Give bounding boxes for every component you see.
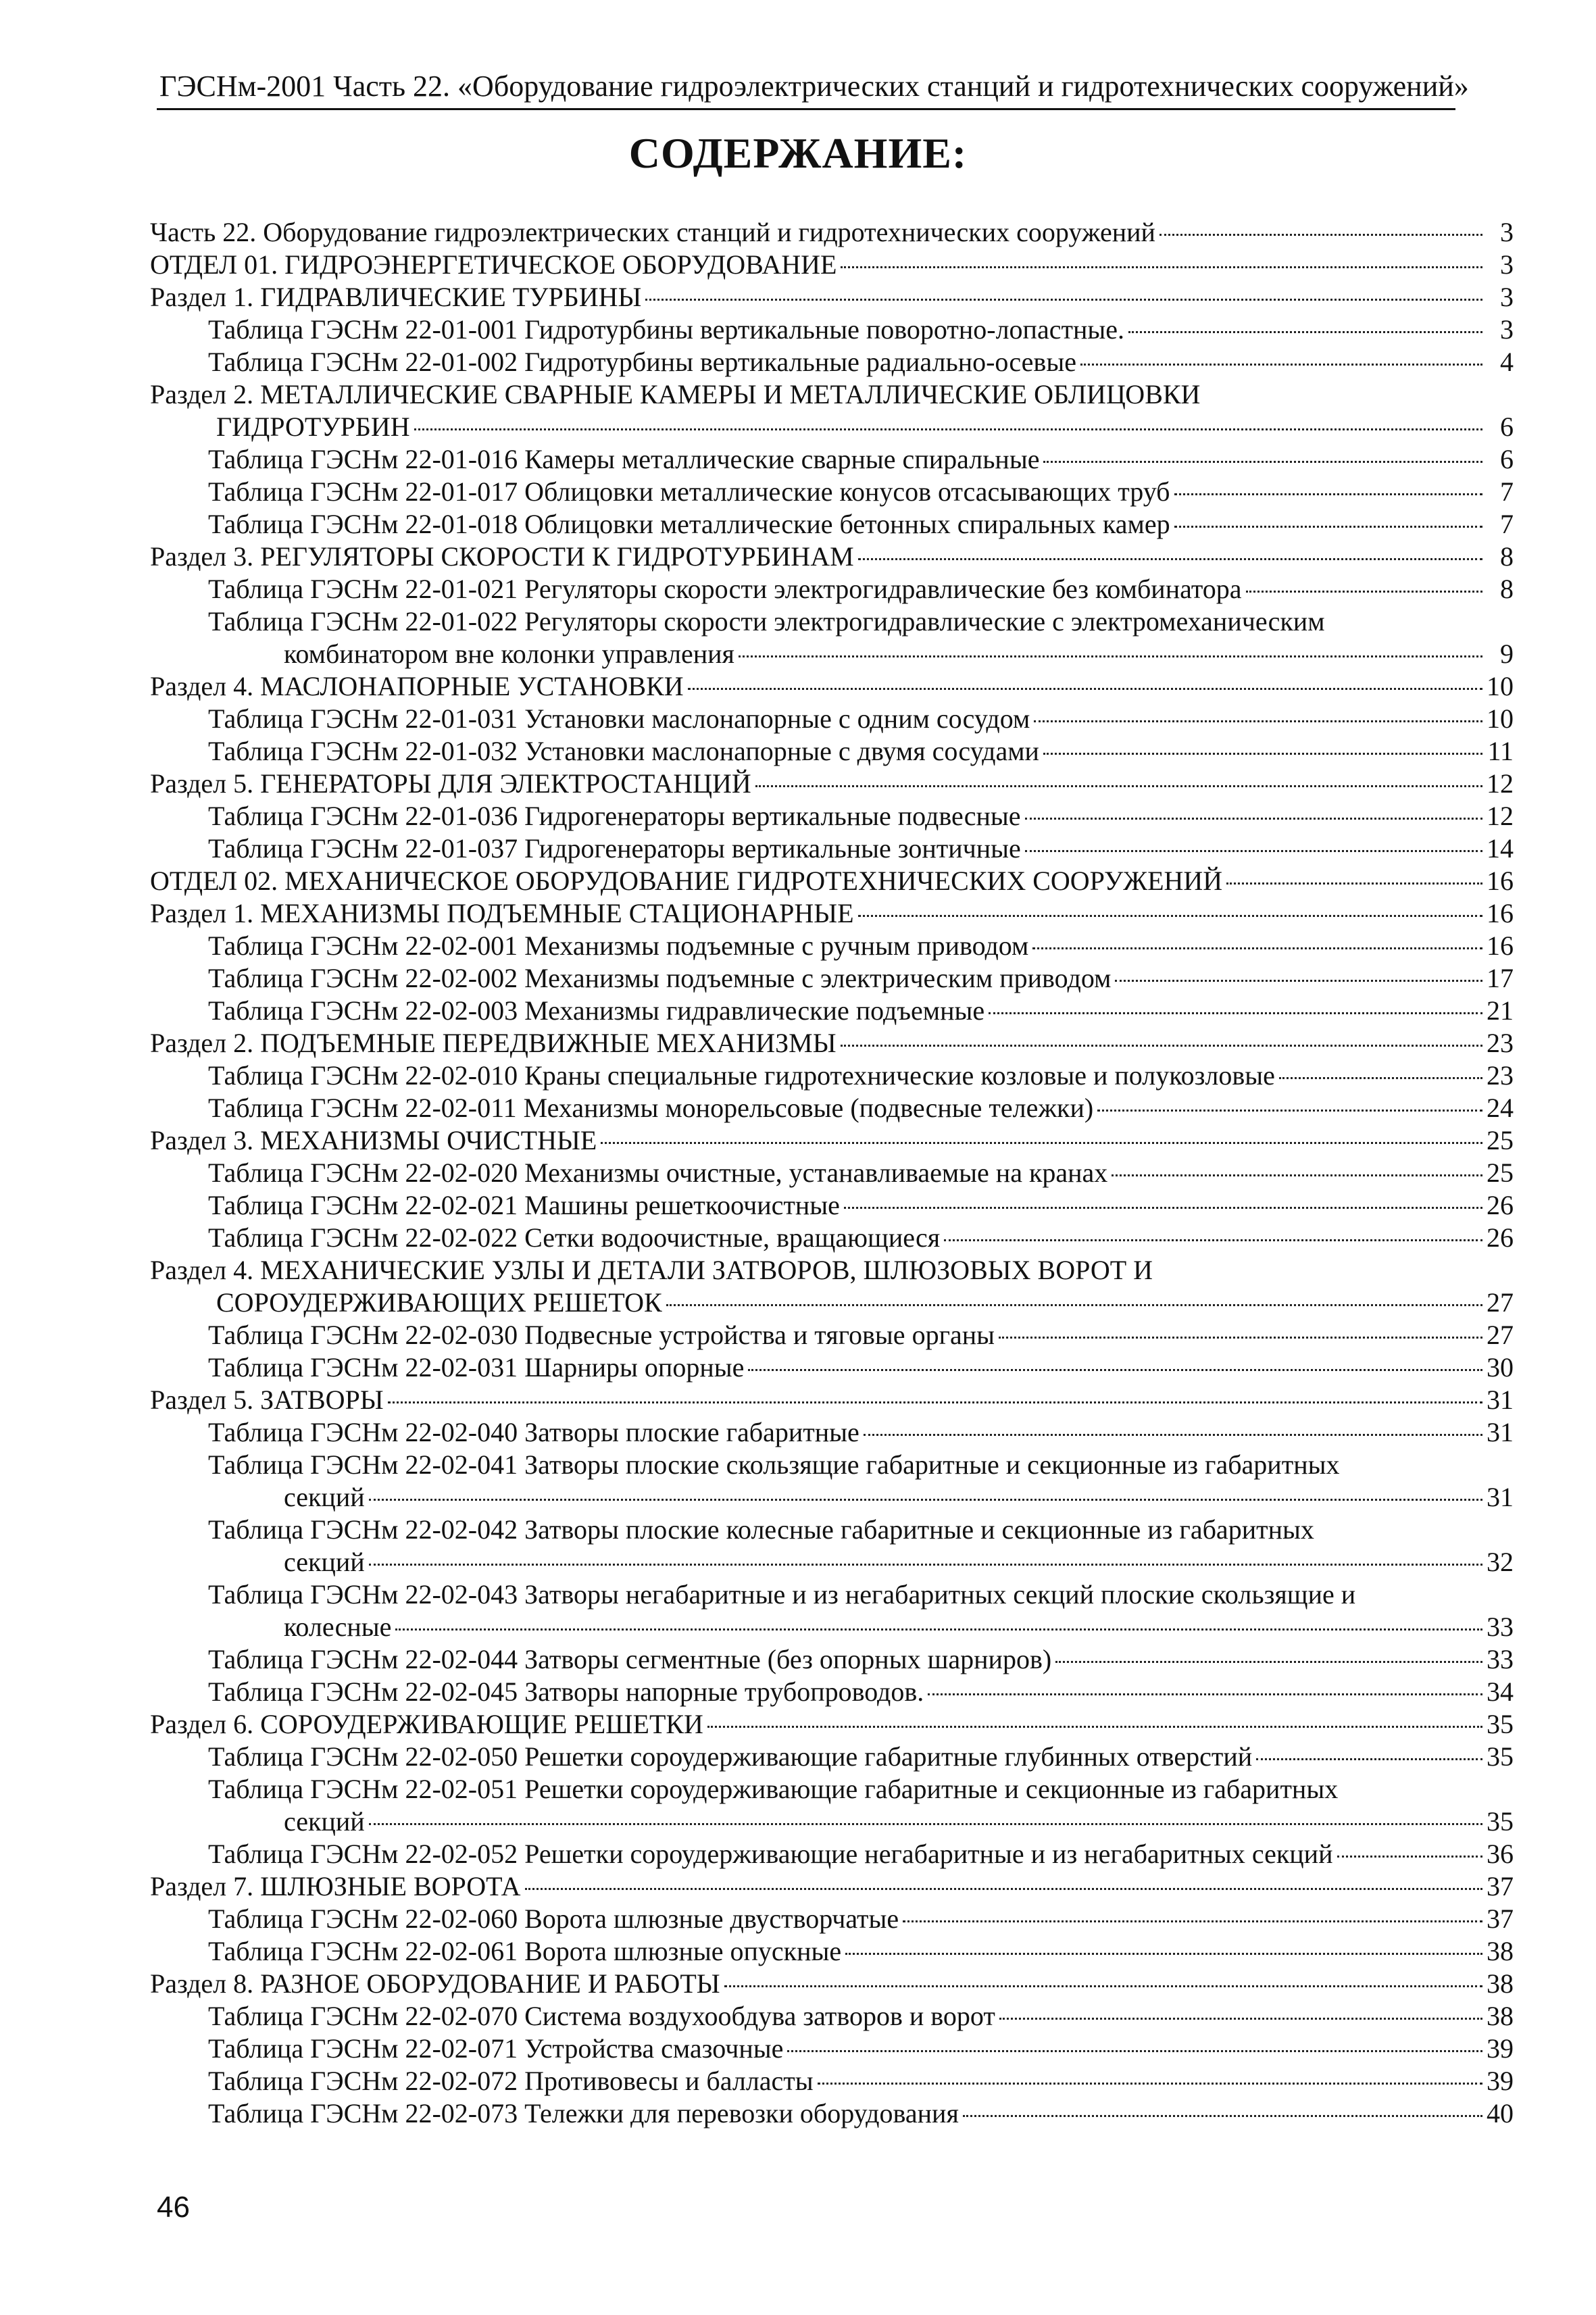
toc-entry-text: колесные [284,1612,392,1642]
toc-entry-text: Таблица ГЭСНм 22-01-017 Облицовки металлические конусов отсасывающих труб [208,476,1170,507]
toc-entry[interactable] [208,1222,1514,1254]
toc-entry-text: Таблица ГЭСНм 22-02-050 Решетки сороудерживающие габаритные глубинных отверстий [208,1741,1253,1772]
dot-leader [1279,1077,1482,1079]
dot-leader [1034,720,1482,722]
dot-leader [395,1628,1482,1631]
dot-leader [999,1337,1482,1339]
dot-leader [1032,947,1482,949]
dot-leader [858,558,1482,560]
toc-entry-text: Раздел 5. ГЕНЕРАТОРЫ ДЛЯ ЭЛЕКТРОСТАНЦИЙ [150,768,751,799]
dot-leader [739,655,1482,657]
toc-page-number: 31 [1487,1482,1514,1512]
toc-entry-text: Таблица ГЭСНм 22-01-032 Установки маслонапорные с двумя сосудами [208,736,1039,766]
toc-page-number: 9 [1500,639,1514,669]
toc-entry[interactable] [150,1870,1514,1903]
toc-entry-text: секций [284,1482,365,1512]
toc-entry-text: Раздел 7. ШЛЮЗНЫЕ ВОРОТА [150,1871,521,1901]
running-header: ГЭСНм-2001 Часть 22. «Оборудование гидроэлектрических станций и гидротехнических сооружений» [159,70,1469,103]
dot-leader [1097,1110,1482,1112]
toc-page-number: 31 [1487,1417,1514,1447]
dot-leader [858,915,1482,917]
toc-entry-text: Раздел 2. МЕТАЛЛИЧЕСКИЕ СВАРНЫЕ КАМЕРЫ И МЕТАЛЛИЧЕСКИЕ ОБЛИЦОВКИ [150,379,1201,409]
toc-entry-text: Таблица ГЭСНм 22-02-031 Шарниры опорные [208,1352,745,1383]
toc-entry-text: Таблица ГЭСНм 22-02-010 Краны специальные гидротехнические козловые и полукозловые [208,1060,1275,1091]
toc-entry[interactable] [208,1741,1514,1773]
toc-page-number: 30 [1487,1352,1514,1383]
dot-leader [1043,753,1482,755]
dot-leader [1055,1661,1482,1663]
toc-entry[interactable] [208,703,1514,735]
toc-page-number: 8 [1500,541,1514,572]
toc-page-number: 3 [1500,314,1514,345]
dot-leader [748,1369,1482,1371]
toc-page-number: 3 [1500,282,1514,312]
toc-entry[interactable] [150,216,1514,249]
toc-entry[interactable] [208,995,1514,1027]
toc-entry[interactable] [150,1027,1514,1060]
dot-leader [688,688,1482,690]
toc-entry[interactable] [208,346,1514,378]
toc-page-number: 37 [1487,1903,1514,1934]
toc-page-number: 23 [1487,1028,1514,1058]
dot-leader [903,1920,1482,1922]
toc-page-number: 35 [1487,1709,1514,1739]
toc-entry[interactable] [208,508,1514,541]
toc-page-number: 6 [1500,444,1514,474]
dot-leader [944,1239,1482,1241]
dot-leader [388,1401,1482,1403]
toc-entry[interactable] [150,865,1514,897]
toc-entry[interactable] [150,768,1514,800]
toc-entry[interactable] [208,1643,1514,1676]
toc-page-number: 3 [1500,249,1514,280]
toc-entry[interactable] [208,2065,1514,2097]
toc-page-number: 38 [1487,1968,1514,1999]
dot-leader [963,2115,1482,2117]
toc-entry-text: секций [284,1547,365,1577]
toc-entry-text: Таблица ГЭСНм 22-02-044 Затворы сегментные (без опорных шарниров) [208,1644,1052,1674]
toc-entry[interactable] [208,832,1514,865]
dot-leader [1174,493,1482,495]
dot-leader [841,1045,1482,1047]
toc-entry-text: СОРОУДЕРЖИВАЮЩИХ РЕШЕТОК [216,1287,662,1318]
toc-entry[interactable] [150,670,1514,703]
toc-entry-text: Таблица ГЭСНм 22-01-018 Облицовки металлические бетонных спиральных камер [208,509,1170,539]
toc-entry[interactable] [208,1189,1514,1222]
toc-entry-text: Таблица ГЭСНм 22-02-051 Решетки сороудерживающие габаритные и секционные из габаритных [208,1774,1339,1804]
toc-entry-text: Таблица ГЭСНм 22-02-030 Подвесные устройства и тяговые органы [208,1320,995,1350]
toc-entry-text: Таблица ГЭСНм 22-02-070 Система воздухообдува затворов и ворот [208,2001,995,2031]
dot-leader [1115,980,1482,982]
toc-entry-text: ОТДЕЛ 01. ГИДРОЭНЕРГЕТИЧЕСКОЕ ОБОРУДОВАНИЕ [150,249,837,280]
toc-entry[interactable] [208,2097,1514,2130]
toc-entry-text: Раздел 6. СОРОУДЕРЖИВАЮЩИЕ РЕШЕТКИ [150,1709,703,1739]
toc-entry-text: Раздел 3. РЕГУЛЯТОРЫ СКОРОСТИ К ГИДРОТУРБИНАМ [150,541,854,572]
toc-entry[interactable] [208,962,1514,995]
toc-entry-text: Таблица ГЭСНм 22-02-022 Сетки водоочистные, вращающиеся [208,1222,941,1253]
toc-page-number: 6 [1500,412,1514,442]
toc-page-number: 27 [1487,1320,1514,1350]
toc-page-number: 31 [1487,1385,1514,1415]
toc-entry-text: Таблица ГЭСНм 22-02-061 Ворота шлюзные опускные [208,1936,842,1966]
toc-entry-text: Таблица ГЭСНм 22-01-016 Камеры металлические сварные спиральные [208,444,1040,474]
toc-entry[interactable] [208,1935,1514,1968]
toc-entry[interactable] [208,1676,1514,1708]
dot-leader [841,266,1482,268]
toc-entry[interactable] [208,1157,1514,1189]
toc-page-number: 12 [1487,768,1514,799]
toc-entry[interactable] [150,1968,1514,2000]
toc-entry-text: Таблица ГЭСНм 22-01-031 Установки маслонапорные с одним сосудом [208,703,1030,734]
toc-page-number: 38 [1487,2001,1514,2031]
toc-page-number: 16 [1487,930,1514,961]
toc-entry[interactable] [208,1449,1514,1514]
dot-leader [1174,526,1482,528]
dot-leader [1025,850,1482,852]
toc-entry-text: Таблица ГЭСНм 22-02-073 Тележки для перевозки оборудования [208,2098,959,2129]
toc-entry-text: Раздел 1. МЕХАНИЗМЫ ПОДЪЕМНЫЕ СТАЦИОНАРНЫЕ [150,898,854,928]
toc-page-number: 25 [1487,1158,1514,1188]
toc-entry-text: Таблица ГЭСНм 22-01-002 Гидротурбины вертикальные радиально-осевые [208,347,1076,377]
toc-page-number: 10 [1487,703,1514,734]
toc-page-number: 4 [1500,347,1514,377]
toc-entry-text: ОТДЕЛ 02. МЕХАНИЧЕСКОЕ ОБОРУДОВАНИЕ ГИДРОТЕХНИЧЕСКИХ СООРУЖЕНИЙ [150,866,1223,896]
toc-page-number: 26 [1487,1190,1514,1220]
toc-entry[interactable] [208,1060,1514,1092]
toc-page-number: 32 [1487,1547,1514,1577]
toc-entry-text: ГИДРОТУРБИН [216,412,410,442]
dot-leader [1226,882,1482,885]
dot-leader [1337,1856,1483,1858]
toc-entry-text: Раздел 4. МАСЛОНАПОРНЫЕ УСТАНОВКИ [150,671,684,701]
toc-page-number: 12 [1487,801,1514,831]
dot-leader [1256,1758,1482,1760]
dot-leader [369,1499,1482,1501]
toc-entry-text: Таблица ГЭСНм 22-01-036 Гидрогенераторы вертикальные подвесные [208,801,1021,831]
toc-entry-text: комбинатором вне колонки управления [284,639,734,669]
toc-entry[interactable] [150,378,1514,443]
toc-entry[interactable] [208,735,1514,768]
toc-page-number: 3 [1500,217,1514,247]
toc-entry[interactable] [208,2000,1514,2033]
toc-page-number: 40 [1487,2098,1514,2129]
dot-leader [1112,1174,1482,1176]
toc-page-number: 35 [1487,1741,1514,1772]
toc-entry[interactable] [208,800,1514,832]
toc-page-number: 35 [1487,1806,1514,1837]
toc-page-number: 10 [1487,671,1514,701]
toc-page-number: 7 [1500,476,1514,507]
toc-entry-text: Таблица ГЭСНм 22-02-003 Механизмы гидравлические подъемные [208,995,985,1026]
toc-page-number: 36 [1487,1839,1514,1869]
page-number: 46 [157,2191,190,2224]
dot-leader [1043,461,1482,463]
header-rule [157,108,1455,110]
dot-leader [999,2018,1482,2020]
toc-entry-text: Раздел 3. МЕХАНИЗМЫ ОЧИСТНЫЕ [150,1125,597,1155]
dot-leader [724,1985,1482,1987]
toc-entry[interactable] [208,1319,1514,1351]
toc-page-number: 33 [1487,1612,1514,1642]
toc-page-number: 39 [1487,2066,1514,2096]
dot-leader [645,299,1482,301]
toc-entry[interactable] [208,1092,1514,1124]
toc-entry[interactable] [150,1254,1514,1319]
dot-leader [787,2050,1482,2052]
toc-entry-text: Таблица ГЭСНм 22-01-022 Регуляторы скорости электрогидравлические с электромеханическим [208,606,1325,637]
toc-entry-text: Таблица ГЭСНм 22-02-020 Механизмы очистные, устанавливаемые на кранах [208,1158,1108,1188]
toc-entry[interactable] [208,605,1514,670]
toc-entry-text: Таблица ГЭСНм 22-01-001 Гидротурбины вертикальные поворотно-лопастные. [208,314,1124,345]
dot-leader [845,1953,1482,1955]
toc-entry-text: Таблица ГЭСНм 22-02-041 Затворы плоские скользящие габаритные и секционные из габаритных [208,1449,1340,1480]
toc-entry[interactable] [150,281,1514,314]
toc-page-number: 37 [1487,1871,1514,1901]
toc-entry-text: Таблица ГЭСНм 22-02-045 Затворы напорные трубопроводов. [208,1676,924,1707]
dot-leader [369,1564,1482,1566]
toc-page-number: 21 [1487,995,1514,1026]
toc-page-number: 27 [1487,1287,1514,1318]
page-title: СОДЕРЖАНИЕ: [628,129,968,177]
toc-entry-text: Таблица ГЭСНм 22-02-002 Механизмы подъемные с электрическим приводом [208,963,1112,993]
dot-leader [414,428,1482,430]
toc-entry[interactable] [208,573,1514,605]
toc-entry[interactable] [150,897,1514,930]
toc-entry[interactable] [208,1903,1514,1935]
dot-leader [666,1304,1482,1306]
toc-page-number: 25 [1487,1125,1514,1155]
toc-entry-text: Таблица ГЭСНм 22-02-011 Механизмы монорельсовые (подвесные тележки) [208,1093,1094,1123]
toc-entry-text: Таблица ГЭСНм 22-01-021 Регуляторы скорости электрогидравлические без комбинатора [208,574,1242,604]
dot-leader [928,1693,1482,1695]
toc-page-number: 11 [1487,736,1514,766]
toc-entry-text: Раздел 2. ПОДЪЕМНЫЕ ПЕРЕДВИЖНЫЕ МЕХАНИЗМЫ [150,1028,837,1058]
toc-entry-text: Таблица ГЭСНм 22-02-043 Затворы негабаритные и из негабаритных секций плоские скользящие и [208,1579,1356,1610]
toc-entry[interactable] [208,1838,1514,1870]
dot-leader [1025,818,1482,820]
toc-entry[interactable] [208,930,1514,962]
toc-page-number: 16 [1487,898,1514,928]
toc-page-number: 39 [1487,2033,1514,2064]
toc-entry[interactable] [150,249,1514,281]
toc-page-number: 23 [1487,1060,1514,1091]
dot-leader [369,1823,1482,1825]
toc-entry[interactable] [150,541,1514,573]
toc-entry[interactable] [208,314,1514,346]
toc-page-number: 7 [1500,509,1514,539]
toc-page-number: 24 [1487,1093,1514,1123]
toc-entry-text: Часть 22. Оборудование гидроэлектрических станций и гидротехнических сооружений [150,217,1155,247]
toc-entry-text: Таблица ГЭСНм 22-02-071 Устройства смазочные [208,2033,784,2064]
toc-page-number: 17 [1487,963,1514,993]
toc-entry-text: Таблица ГЭСНм 22-02-040 Затворы плоские габаритные [208,1417,859,1447]
dot-leader [1246,591,1482,593]
toc-entry[interactable] [208,1351,1514,1384]
toc-entry-text: Таблица ГЭСНм 22-02-072 Противовесы и балласты [208,2066,814,2096]
dot-leader [707,1726,1482,1728]
dot-leader [755,785,1482,787]
toc-entry[interactable] [208,1514,1514,1578]
toc-entry[interactable] [208,2033,1514,2065]
toc-page-number: 14 [1487,833,1514,864]
toc-page-number: 34 [1487,1676,1514,1707]
toc-entry[interactable] [208,476,1514,508]
toc-page-number: 8 [1500,574,1514,604]
toc-entry[interactable] [208,1416,1514,1449]
dot-leader [1159,234,1482,236]
toc-entry-text: Раздел 8. РАЗНОЕ ОБОРУДОВАНИЕ И РАБОТЫ [150,1968,720,1999]
toc-entry[interactable] [150,1384,1514,1416]
toc-page-number: 33 [1487,1644,1514,1674]
toc-entry[interactable] [208,1773,1514,1838]
toc-entry[interactable] [208,1578,1514,1643]
toc-entry[interactable] [208,443,1514,476]
toc-entry-text: Таблица ГЭСНм 22-02-060 Ворота шлюзные двустворчатые [208,1903,899,1934]
dot-leader [844,1207,1482,1209]
toc-entry-text: секций [284,1806,365,1837]
toc-entry[interactable] [150,1124,1514,1157]
dot-leader [864,1434,1482,1436]
toc-entry-text: Таблица ГЭСНм 22-02-001 Механизмы подъемные с ручным приводом [208,930,1029,961]
dot-leader [1128,331,1482,333]
toc-entry-text: Таблица ГЭСНм 22-02-052 Решетки сороудерживающие негабаритные и из негабаритных секций [208,1839,1333,1869]
toc-page-number: 16 [1487,866,1514,896]
toc-entry-text: Таблица ГЭСНм 22-01-037 Гидрогенераторы вертикальные зонтичные [208,833,1021,864]
dot-leader [1080,364,1482,366]
toc-entry-text: Таблица ГЭСНм 22-02-021 Машины решеткоочистные [208,1190,840,1220]
toc-entry-text: Раздел 1. ГИДРАВЛИЧЕСКИЕ ТУРБИНЫ [150,282,642,312]
dot-leader [525,1888,1483,1890]
dot-leader [989,1012,1482,1014]
dot-leader [818,2083,1482,2085]
toc-entry[interactable] [150,1708,1514,1741]
toc-page-number: 26 [1487,1222,1514,1253]
dot-leader [601,1142,1482,1144]
toc-entry-text: Раздел 5. ЗАТВОРЫ [150,1385,384,1415]
toc-page-number: 38 [1487,1936,1514,1966]
toc-entry-text: Таблица ГЭСНм 22-02-042 Затворы плоские колесные габаритные и секционные из габаритных [208,1514,1314,1545]
toc-entry-text: Раздел 4. МЕХАНИЧЕСКИЕ УЗЛЫ И ДЕТАЛИ ЗАТВОРОВ, ШЛЮЗОВЫХ ВОРОТ И [150,1255,1153,1285]
